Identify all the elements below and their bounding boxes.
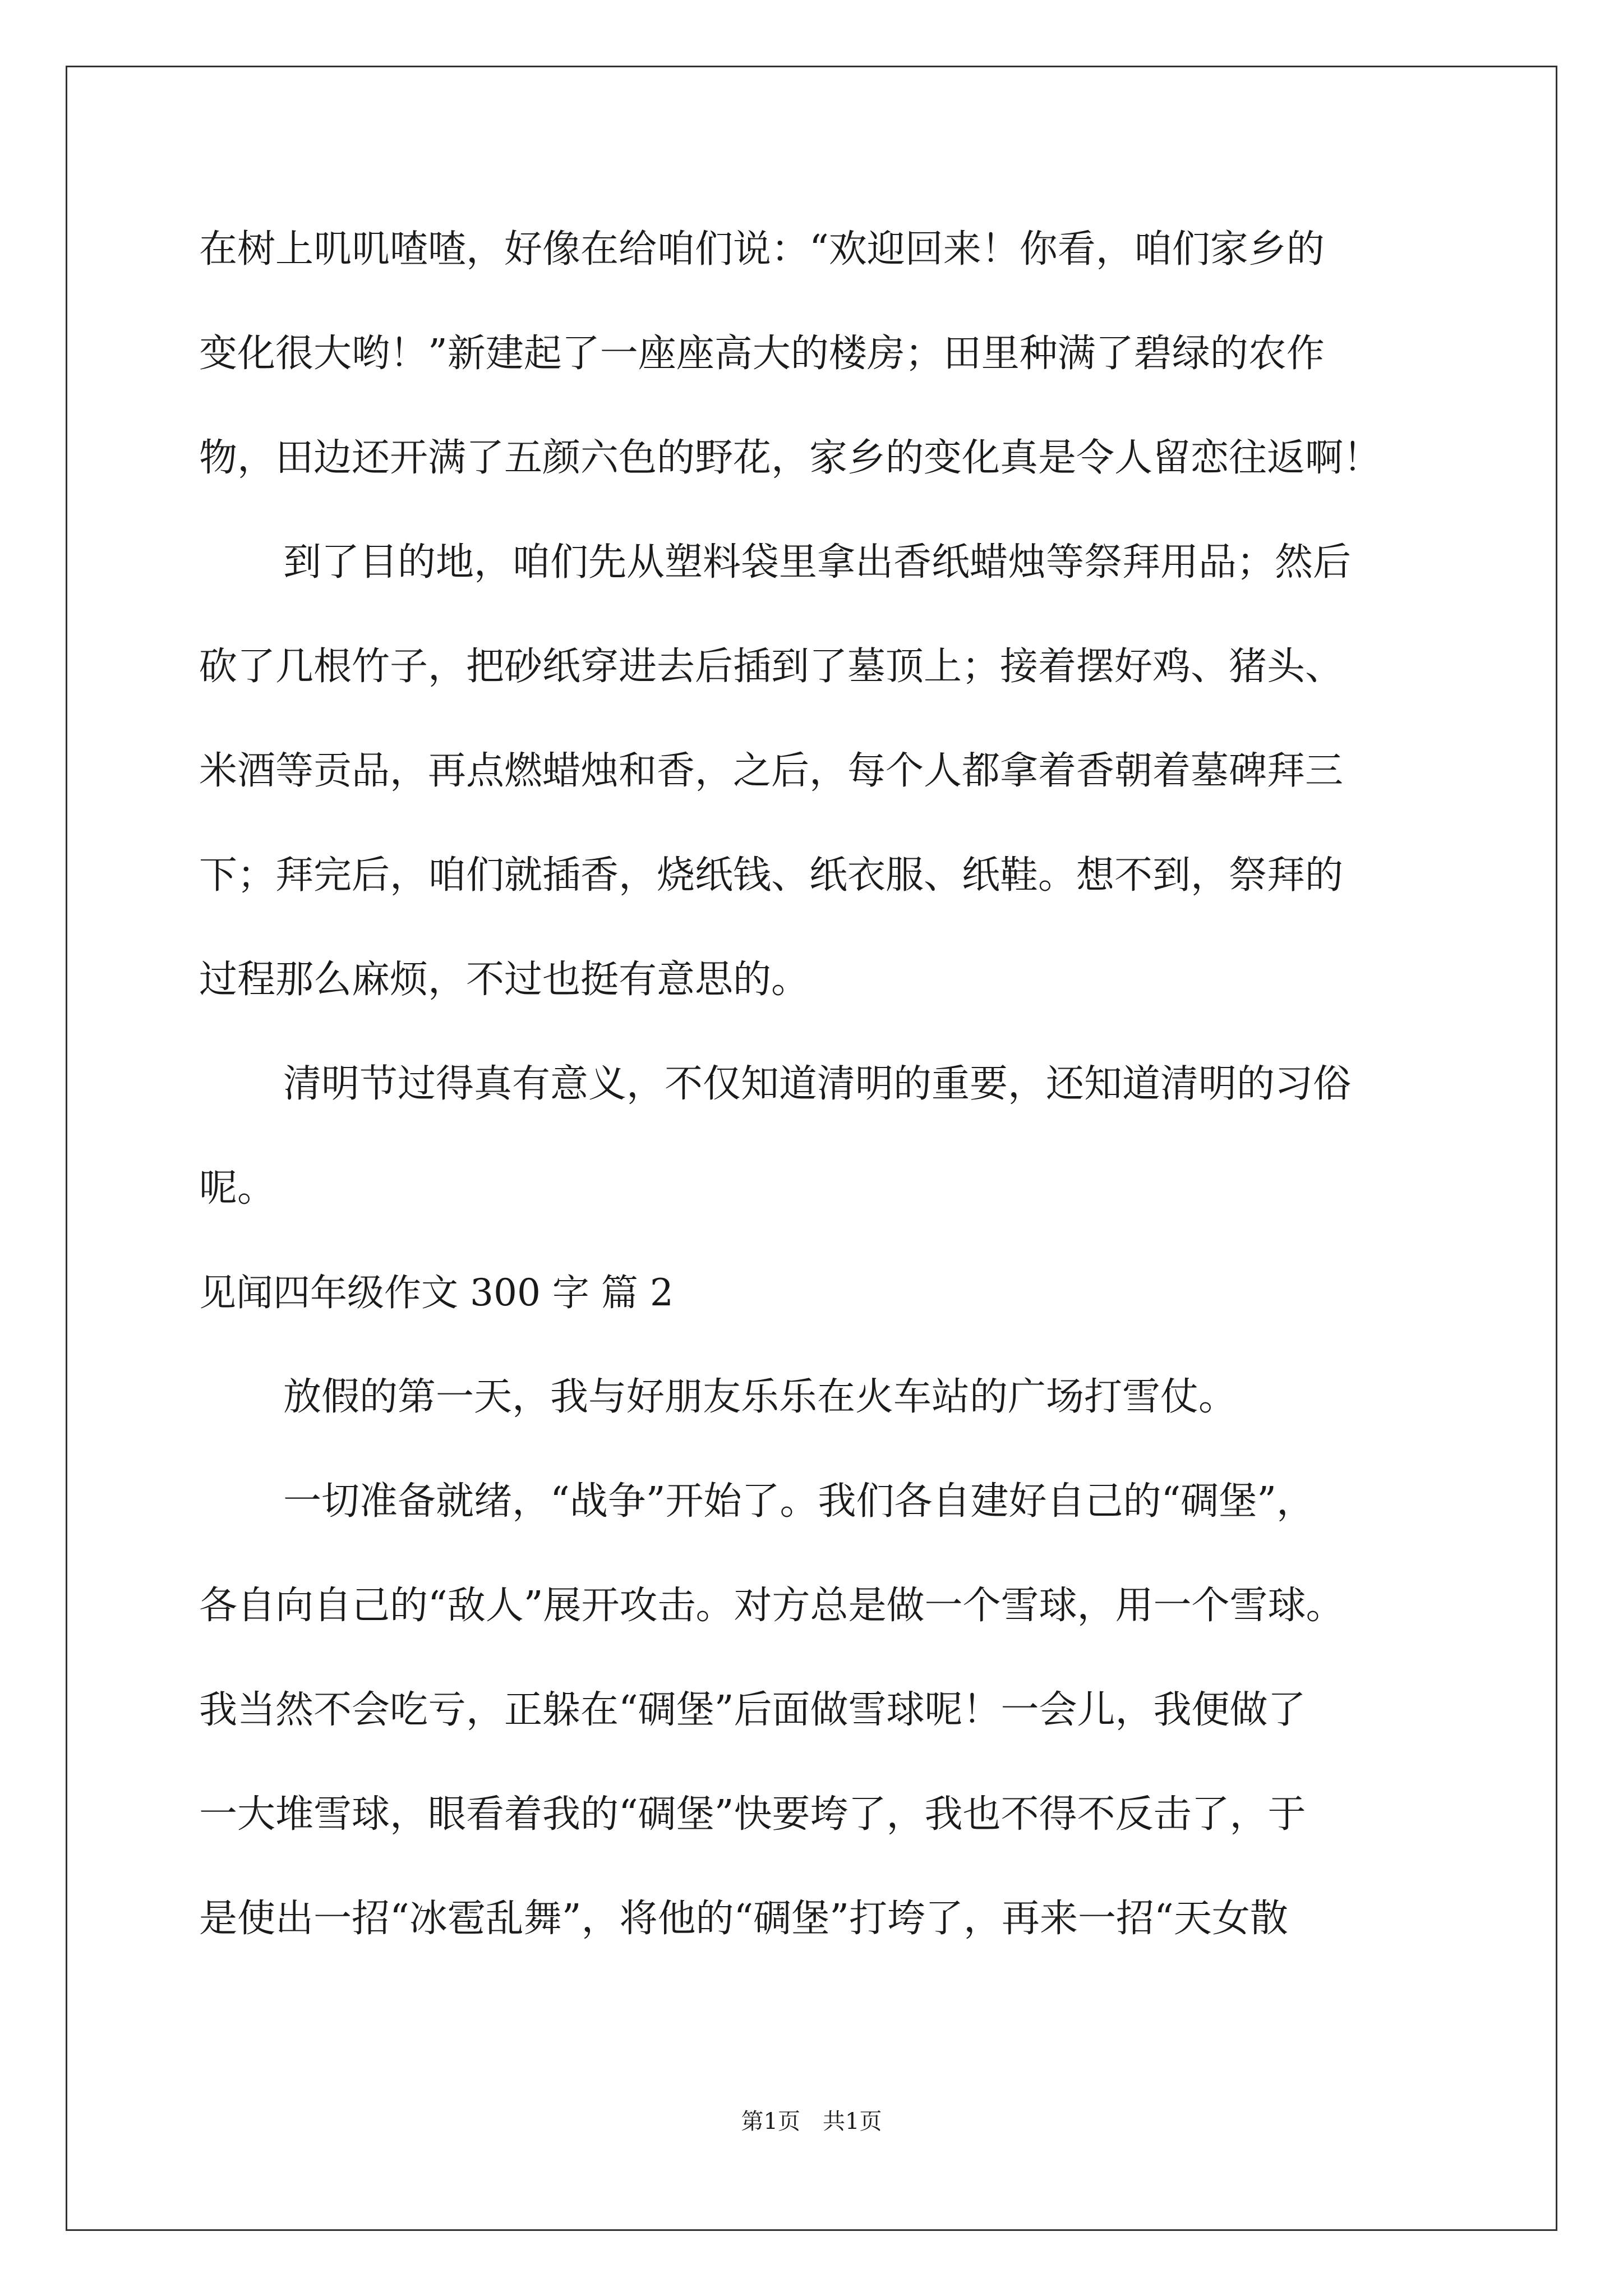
text-line: 到了目的地，咱们先从塑料袋里拿出香纸蜡烛等祭拜用品；然后 bbox=[283, 540, 1352, 585]
text-line: 一切准备就绪，“战争”开始了。我们各自建好自己的“碉堡”， bbox=[283, 1479, 1315, 1524]
text-line: 清明节过得真有意义，不仅知道清明的重要，还知道清明的习俗 bbox=[283, 1062, 1352, 1106]
text-line: 是使出一招“冰雹乱舞”，将他的“碉堡”打垮了，再来一招“天女散 bbox=[199, 1897, 1288, 1941]
text-line: 我当然不会吃亏，正躲在“碉堡”后面做雪球呢！一会儿，我便做了 bbox=[199, 1688, 1306, 1732]
text-line: 过程那么麻烦，不过也挺有意思的。 bbox=[199, 958, 810, 1002]
text-line: 放假的第一天，我与好朋友乐乐在火车站的广场打雪仗。 bbox=[283, 1375, 1237, 1419]
text-line: 变化很大哟！”新建起了一座座高大的楼房；田里种满了碧绿的农作 bbox=[199, 332, 1325, 376]
text-line: 呢。 bbox=[199, 1166, 276, 1211]
text-line: 砍了几根竹子，把砂纸穿进去后插到了墓顶上；接着摆好鸡、猪头、 bbox=[199, 645, 1344, 689]
page-number-footer: 第1页 共1页 bbox=[741, 2109, 882, 2134]
text-line: 下；拜完后，咱们就插香，烧纸钱、纸衣服、纸鞋。想不到，祭拜的 bbox=[199, 853, 1344, 898]
text-line: 在树上叽叽喳喳，好像在给咱们说：“欢迎回来！你看，咱们家乡的 bbox=[199, 227, 1325, 272]
section-heading: 见闻四年级作文 300 字 篇 2 bbox=[199, 1271, 674, 1314]
text-line: 物，田边还开满了五颜六色的野花，家乡的变化真是令人留恋往返啊！ bbox=[199, 436, 1382, 480]
text-line: 一大堆雪球，眼看着我的“碉堡”快要垮了，我也不得不反击了，于 bbox=[199, 1792, 1306, 1837]
text-line: 米酒等贡品，再点燃蜡烛和香，之后，每个人都拿着香朝着墓碑拜三 bbox=[199, 749, 1344, 793]
text-line: 各自向自己的“敌人”展开攻击。对方总是做一个雪球，用一个雪球。 bbox=[199, 1584, 1344, 1628]
